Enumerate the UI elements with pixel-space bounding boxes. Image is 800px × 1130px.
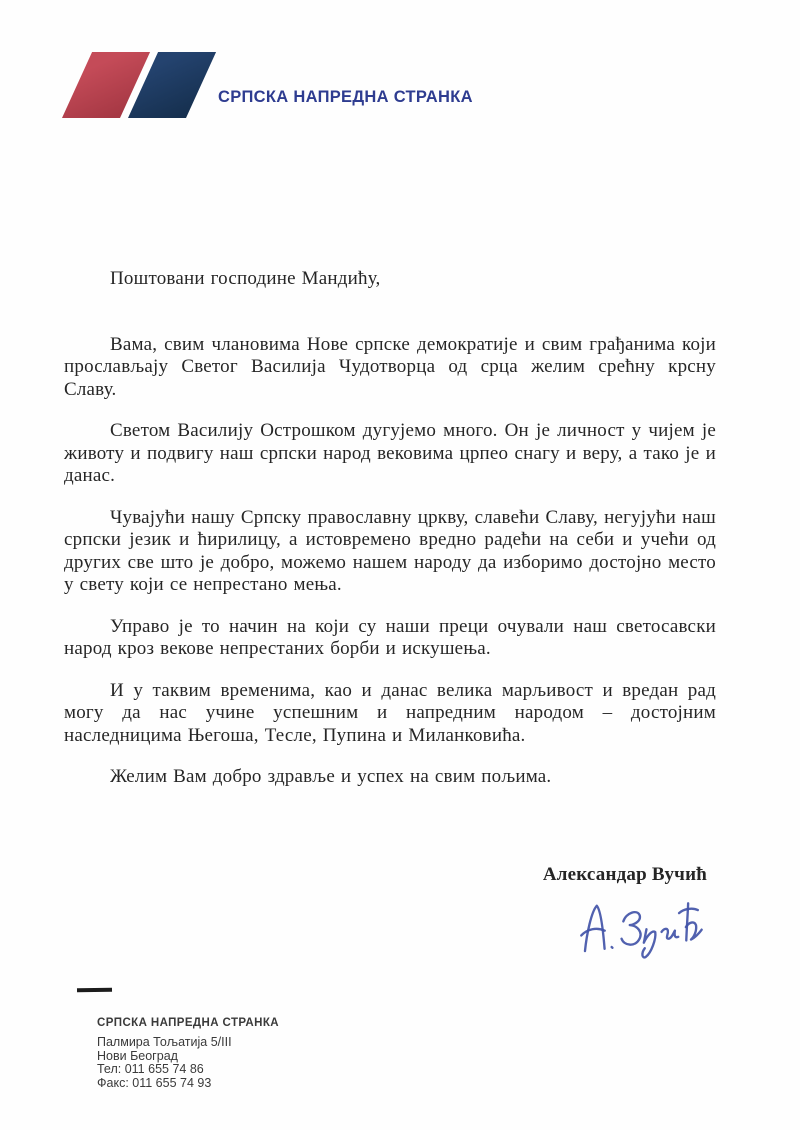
paragraph-4: Управо је то начин на који су наши преци очували наш светосавски народ кроз векове непрестаних борби и искушења. (64, 615, 716, 659)
handwritten-signature (573, 895, 705, 964)
letterhead (0, 0, 800, 140)
paragraph-2: Светом Василију Острошком дугујемо много. Он је личност у чијем је животу и подвигу наш српски народ вековима црпео снагу и веру, а тако је и данас. (64, 420, 716, 486)
logo-wordmark: СРПСКА НАПРЕДНА СТРАНКА (218, 88, 473, 106)
footer-contact-block (97, 1017, 279, 1090)
paragraph-6-closing: Желим Вам добро здравље и успех на свим пољима. (110, 766, 552, 787)
footer-address-city: Нови Београд (97, 1048, 178, 1063)
salutation: Поштовани господине Мандићу, (110, 268, 381, 289)
signature-name: Александар Вучић (542, 864, 707, 885)
footer-address-street: Палмира Тољатија 5/III (97, 1035, 232, 1049)
paragraph-1: Вама, свим члановима Нове српске демократије и свим грађанима који прослављају Светог Василија Чудотворца од срца желим срећну крсну Славу. (64, 333, 716, 400)
footer-phone: Тел: 011 655 74 86 (97, 1062, 204, 1076)
paragraph-5: И у таквим временима, као и данас велика марљивост и вредан рад могу да нас учине успешним и напредним народом – достојним наследницима Његоша, Тесле, Пупина и Миланковића. (64, 679, 716, 746)
footer-separator-dash (77, 988, 112, 992)
footer-fax: Факс: 011 655 74 93 (97, 1075, 212, 1090)
paragraph-3: Чувајући нашу Српску православну цркву, славећи Славу, негујући наш српски језик и ћирилицу, а истовремено вредно радећи на себи и учећи од других све што је добро, можемо нашем народу да изборимо достојно место у свету који се непрестано мења. (64, 506, 716, 595)
footer-org-name: СРПСКА НАПРЕДНА СТРАНКА (97, 1017, 279, 1029)
letter-body (64, 268, 716, 808)
